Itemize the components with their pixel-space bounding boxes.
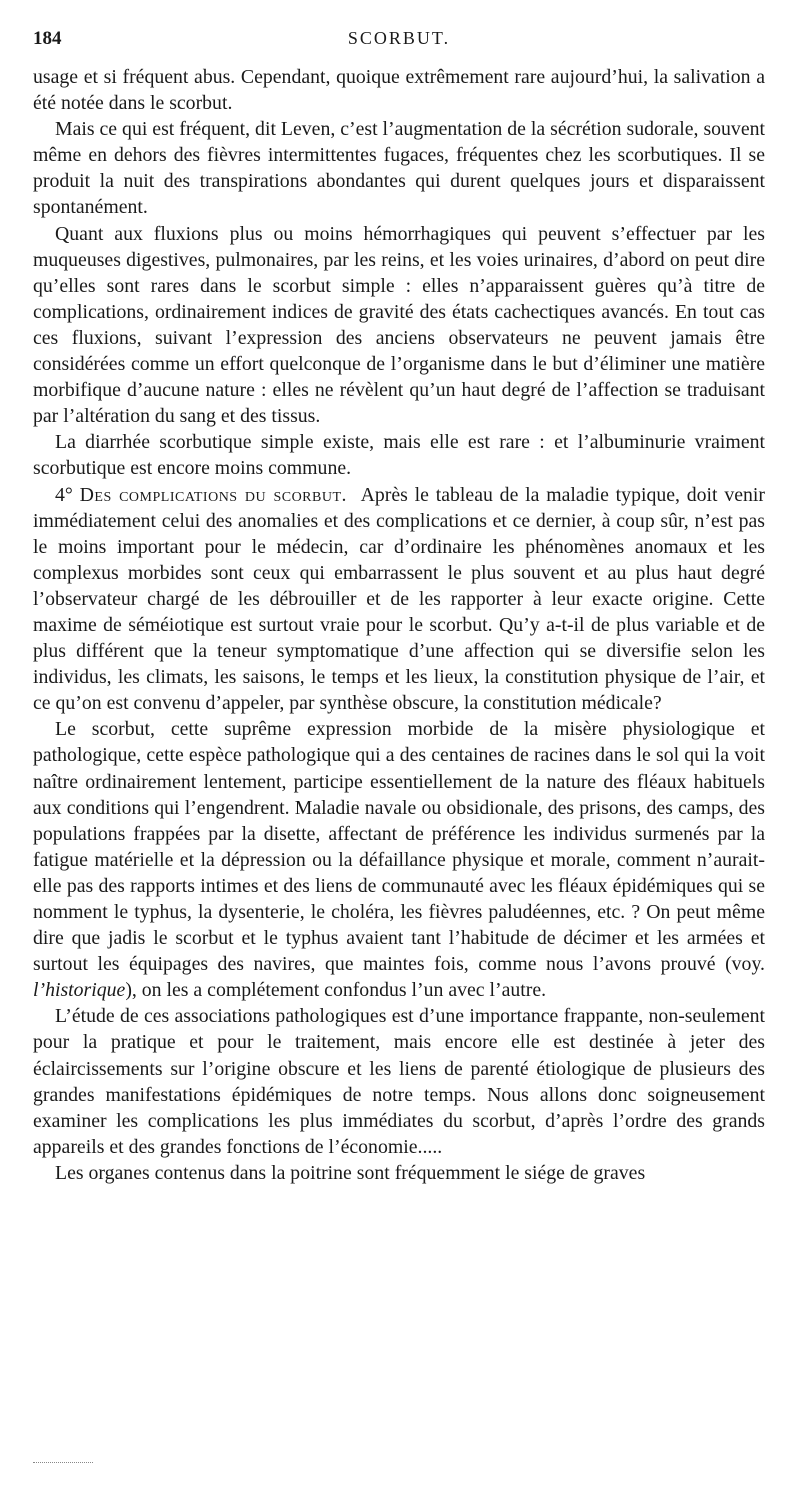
paragraph-4 xyxy=(33,429,765,481)
paragraph-text: Quant aux fluxions plus ou moins hémorrhagiques qui peuvent s’effectuer par les muqueuses digestives, pulmonaires, par les reins, et les voies urinaires, d’abord on peut dire qu’elles sont rares dans le scorbut simple : elles n’apparaissent guères qu’à titre de complications, ordinairement indices de gravité des états cachectiques avancés. En tout cas ces fluxions, suivant l’expression des anciens observateurs ne peuvent jamais être considérées comme un effort quelconque de l’organisme dans le but d’éliminer une matière morbifique d’aucune nature : elles ne révèlent qu’un haut degré de l’affection se traduisant par l’altération du sang et des tissus. xyxy=(33,222,765,428)
paragraph-3 xyxy=(33,221,765,430)
paragraph-text: L’étude de ces associations pathologiques est d’une importance frappante, non-seulement pour la pratique et pour le traitement, mais encore elle est destinée à jeter des éclaircissements sur l’origine obscure et les liens de parenté étiologique de plusieurs des grandes manifestations épidémiques de notre temps. Nous allons donc soigneusement examiner les complications les plus immédiates du scorbut, d’après l’ordre des grands appareils et des grandes fonctions de l’économie..... xyxy=(33,1005,765,1158)
paragraph-text: Les organes contenus dans la poitrine sont fréquemment le siége de graves xyxy=(55,1161,646,1184)
paragraph-8 xyxy=(33,1160,765,1186)
paragraph-1 xyxy=(33,64,765,116)
section-title: Des complications du scorbut. xyxy=(79,483,347,506)
historique-reference: l’historique xyxy=(33,979,126,1002)
paragraph-text: usage et si fréquent abus. Cependant, quoique extrêmement rare aujourd’hui, la salivation a été notée dans le scorbut. xyxy=(33,66,765,115)
body-text xyxy=(33,64,765,1186)
paragraph-2 xyxy=(33,116,765,220)
running-title: SCORBUT. xyxy=(347,28,451,48)
print-speck xyxy=(33,1462,93,1465)
section-number: 4° xyxy=(55,483,73,506)
page-number: 184 xyxy=(33,28,62,49)
paragraph-7 xyxy=(33,1003,765,1160)
page-header xyxy=(33,28,765,58)
paragraph-text-continued: ), on les a complétement confondus l’un avec l’autre. xyxy=(125,979,547,1002)
paragraph-text: Le scorbut, cette suprême expression morbide de la misère physiologique et pathologique, cette espèce pathologique qui a des centaines de racines dans le sol qui la voit naître ordinairement lentement, participe essentiellement de la nature des fléaux habituels aux conditions qui l’engendrent. Maladie navale ou obsidionale, des prisons, des camps, des populations frappées par la disette, affectant de préférence les individus surmenés par la fatigue matérielle et la dépression ou la défaillance physique et morale, comment n’aurait-elle pas des rapports intimes et des liens de communauté avec les fléaux épidémiques qui se nomment le typhus, la dysenterie, le choléra, les fièvres paludéennes, etc. ? On peut même dire que jadis le scorbut et le typhus avaient tant l’habitude de décimer et les armées et surtout les équipages des navires, que maintes fois, comme nous l’avons prouvé (voy. xyxy=(33,718,765,976)
paragraph-6 xyxy=(33,716,765,1003)
paragraph-text: Après le tableau de la maladie typique, doit venir immédiatement celui des anomalies et des complications et ce dernier, à coup sûr, n’est pas le moins important pour le médecin, car d’ordinaire les phénomènes anomaux et les complexus morbides sont ceux qui embarrassent le plus souvent et au plus haut degré l’observateur chargé de les débrouiller et de les rapporter à leur exacte origine. Cette maxime de séméiotique est surtout vraie pour le scorbut. Qu’y a-t-il de plus variable et de plus différent que la teneur symptomatique d’une affection qui se diversifie selon les individus, les climats, les saisons, le temps et les lieux, la constitution physique de l’air, et ce qu’on est convenu d’appeler, par synthèse obscure, la constitution médicale? xyxy=(33,483,766,715)
paragraph-text: Mais ce qui est fréquent, dit Leven, c’est l’augmentation de la sécrétion sudorale, souvent même en dehors des fièvres intermittentes fugaces, fréquentes chez les scorbutiques. Il se produit la nuit des transpirations abondantes qui durent quelques jours et disparaissent spontanément. xyxy=(33,118,765,219)
paragraph-5-section-complications xyxy=(33,482,765,717)
paragraph-text: La diarrhée scorbutique simple existe, mais elle est rare : et l’albuminurie vraiment scorbutique est encore moins commune. xyxy=(33,431,765,480)
